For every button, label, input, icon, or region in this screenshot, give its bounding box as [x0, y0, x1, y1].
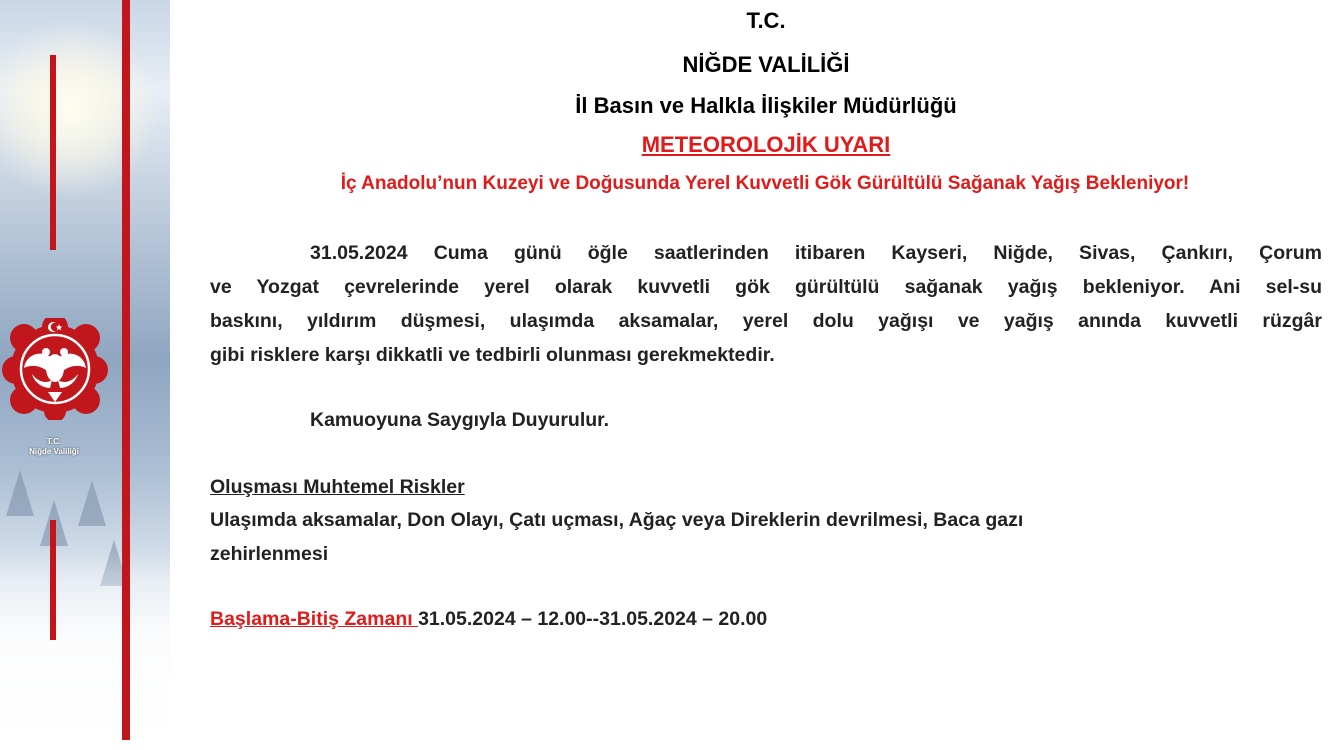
- timing-label: Başlama-Bitiş Zamanı: [210, 608, 419, 630]
- header-department: İl Basın ve Halkla İlişkiler Müdürlüğü: [575, 93, 957, 118]
- tree-silhouette: [78, 480, 106, 526]
- nigde-valiligi-emblem-icon: [2, 318, 108, 420]
- warning-title: METEOROLOJİK UYARI: [641, 132, 891, 157]
- snow-ground: [0, 550, 170, 750]
- risks-line: Ulaşımda aksamalar, Don Olayı, Çatı uçması, Ağaç veya Direklerin devrilmesi, Baca gazı: [210, 509, 1024, 531]
- paragraph-line: baskını, yıldırım düşmesi, ulaşımda aksamalar, yerel dolu yağışı ve yağış anında kuvvetli rüzgâr: [210, 310, 1322, 332]
- warning-headline: İç Anadolu’nun Kuzeyi ve Doğusunda Yerel Kuvvetli Gök Gürültülü Sağanak Yağış Bekleniyor!: [340, 173, 1190, 194]
- emblem-caption: [14, 437, 94, 457]
- emblem-caption-line1: T.C.: [46, 437, 62, 446]
- paragraph-line: ve Yozgat çevrelerinde yerel olarak kuvvetli gök gürültülü sağanak yağış bekleniyor. Ani sel-su: [210, 276, 1322, 298]
- header-institution: NİĞDE VALİLİĞİ: [682, 52, 850, 77]
- paragraph-line: gibi risklere karşı dikkatli ve tedbirli olunması gerekmektedir.: [210, 344, 775, 366]
- header-tc: T.C.: [746, 8, 786, 33]
- red-vertical-divider: [122, 0, 130, 740]
- risks-heading: Oluşması Muhtemel Riskler: [210, 476, 465, 498]
- emblem-caption-line2: Niğde Valiliği: [29, 447, 79, 456]
- timing-value: 31.05.2024 – 12.00--31.05.2024 – 20.00: [418, 608, 768, 630]
- risks-line: zehirlenmesi: [210, 543, 329, 565]
- tree-silhouette: [6, 470, 34, 516]
- decorative-sidebar: [0, 0, 170, 750]
- paragraph-line: 31.05.2024 Cuma günü öğle saatlerinden itibaren Kayseri, Niğde, Sivas, Çankırı, Çorum: [310, 242, 1322, 264]
- sun-glow: [0, 20, 160, 200]
- announcement-paragraph: [210, 236, 1322, 372]
- red-accent-bar-top: [50, 55, 56, 250]
- closing-statement: Kamuoyuna Saygıyla Duyurulur.: [310, 409, 610, 431]
- red-accent-bar-bottom: [50, 520, 56, 640]
- timing-row: [210, 608, 767, 631]
